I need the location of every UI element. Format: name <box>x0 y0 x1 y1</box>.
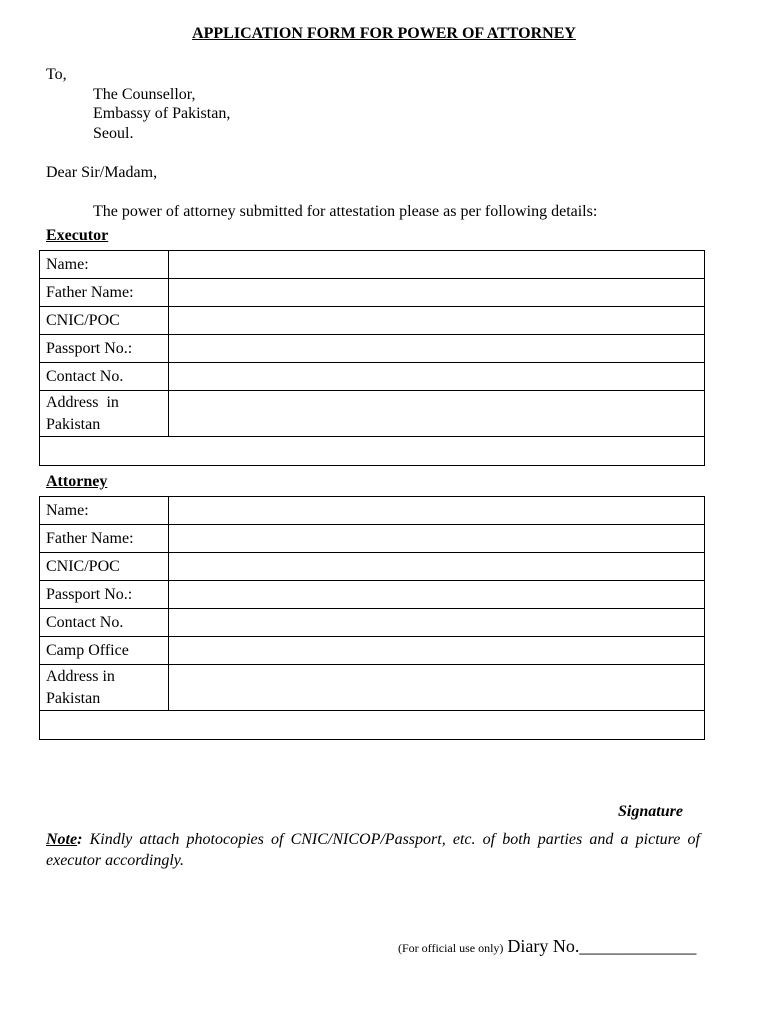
address-label-line1: Address in <box>46 668 115 685</box>
table-row <box>40 609 705 637</box>
address-line: The Counsellor, <box>93 86 196 103</box>
table-row <box>40 251 705 279</box>
table-row <box>40 711 705 740</box>
attorney-extra-field[interactable] <box>40 711 705 740</box>
executor-contact-field[interactable] <box>169 363 705 391</box>
table-row <box>40 391 705 437</box>
attorney-contact-field[interactable] <box>169 609 705 637</box>
greeting: Dear Sir/Madam, <box>46 164 158 181</box>
executor-name-field[interactable] <box>169 251 705 279</box>
table-row <box>40 637 705 665</box>
attorney-table <box>39 496 705 740</box>
table-row <box>40 363 705 391</box>
field-label: Contact No. <box>40 363 169 391</box>
attorney-passport-field[interactable] <box>169 581 705 609</box>
table-row <box>40 553 705 581</box>
table-row <box>40 581 705 609</box>
executor-cnic-field[interactable] <box>169 307 705 335</box>
executor-father-name-field[interactable] <box>169 279 705 307</box>
executor-passport-field[interactable] <box>169 335 705 363</box>
field-label: CNIC/POC <box>40 307 169 335</box>
table-row <box>40 497 705 525</box>
executor-extra-field[interactable] <box>40 437 705 466</box>
note-colon: : <box>77 831 83 848</box>
signature-label: Signature <box>618 803 683 820</box>
attorney-address-field[interactable] <box>169 665 705 711</box>
note-label: Note <box>46 831 78 848</box>
field-label: Passport No.: <box>40 335 169 363</box>
diary-number-field[interactable]: Diary No._____________ <box>507 936 697 956</box>
field-label: Father Name: <box>40 525 169 553</box>
field-label: CNIC/POC <box>40 553 169 581</box>
address-label-line2: Pakistan <box>46 416 101 433</box>
executor-table <box>39 250 705 466</box>
table-row <box>40 335 705 363</box>
field-label: Name: <box>40 251 169 279</box>
note-paragraph <box>46 829 700 871</box>
attorney-father-name-field[interactable] <box>169 525 705 553</box>
field-label: Camp Office <box>40 637 169 665</box>
attorney-name-field[interactable] <box>169 497 705 525</box>
address-line: Seoul. <box>93 125 134 142</box>
attorney-cnic-field[interactable] <box>169 553 705 581</box>
field-label: Father Name: <box>40 279 169 307</box>
attorney-heading: Attorney <box>46 473 108 490</box>
table-row <box>40 307 705 335</box>
address-label-line1: Address in <box>46 394 119 411</box>
table-row <box>40 279 705 307</box>
table-row <box>40 437 705 466</box>
official-use-label: (For official use only) <box>398 941 504 955</box>
attorney-camp-office-field[interactable] <box>169 637 705 665</box>
field-label: Contact No. <box>40 609 169 637</box>
table-row <box>40 665 705 711</box>
executor-address-field[interactable] <box>169 391 705 437</box>
address-label-line2: Pakistan <box>46 690 101 707</box>
executor-heading: Executor <box>46 227 109 244</box>
diary-line <box>398 936 696 957</box>
address-line: Embassy of Pakistan, <box>93 105 231 122</box>
field-label <box>40 665 169 711</box>
intro-text: The power of attorney submitted for attestation please as per following details: <box>93 203 598 220</box>
form-title: APPLICATION FORM FOR POWER OF ATTORNEY <box>192 25 576 42</box>
field-label: Name: <box>40 497 169 525</box>
field-label: Passport No.: <box>40 581 169 609</box>
table-row <box>40 525 705 553</box>
field-label <box>40 391 169 437</box>
salutation-to: To, <box>46 66 67 83</box>
note-text: Kindly attach photocopies of CNIC/NICOP/Passport, etc. of both parties and a picture of executor accordingly. <box>46 831 700 869</box>
